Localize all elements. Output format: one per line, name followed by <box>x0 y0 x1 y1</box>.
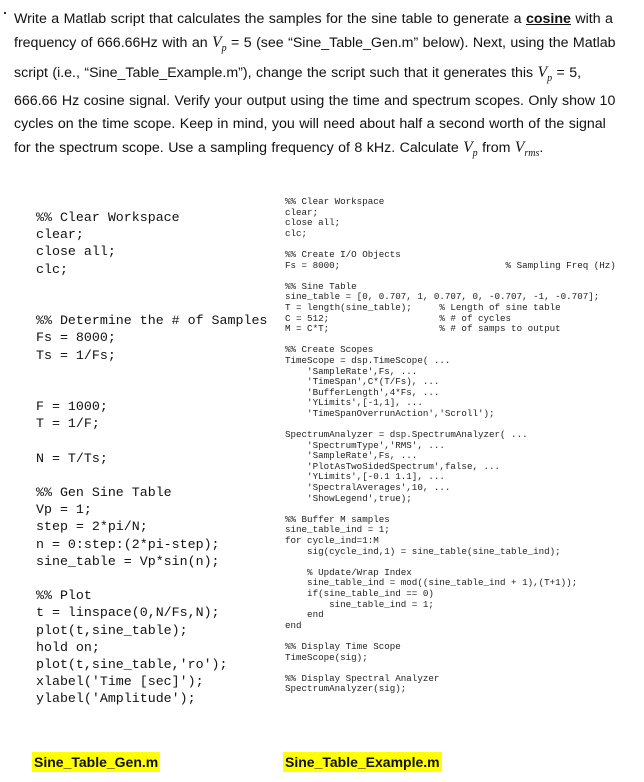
example-code-line: sine_table_ind = 1; <box>285 598 434 610</box>
example-code-line: if(sine_table_ind == 0) <box>285 587 434 599</box>
example-code-line: end <box>285 609 324 621</box>
example-code-line: clear; <box>285 206 319 218</box>
example-code-line: sine_table_ind = mod((sine_table_ind + 1),(T+1)); <box>285 577 578 589</box>
gen-code-line: xlabel('Time [sec]'); <box>36 674 204 690</box>
gen-code-blank-line <box>36 432 276 449</box>
example-code-line: 'SampleRate',Fs, ... <box>285 450 418 462</box>
gen-code-line: step = 2*pi/N; <box>36 519 148 535</box>
gen-code-blank-line <box>36 467 276 484</box>
example-code-line: close all; <box>285 217 341 229</box>
example-code-line: Fs = 8000; % Sampling Freq (Hz) <box>285 259 616 271</box>
example-code-line: 'YLimits',[-0.1 1.1], ... <box>285 471 445 483</box>
vp-symbol-3: $V_p$ <box>463 139 478 160</box>
problem-text-5: from <box>477 140 515 157</box>
cosine-word: cosine <box>525 11 571 27</box>
example-code-line: %% Sine Table <box>285 280 357 292</box>
gen-code-line: F = 1000; <box>36 399 108 415</box>
example-code-line: SpectrumAnalyzer = dsp.SpectrumAnalyzer( ... <box>285 429 528 441</box>
gen-code-line: N = T/Ts; <box>36 450 108 466</box>
gen-code-blank-line <box>36 364 276 381</box>
example-code-line: 'SpectralAverages',10, ... <box>285 482 451 494</box>
example-code-line: sine_table_ind = 1; <box>285 524 390 536</box>
gen-code-blank-line <box>36 570 276 587</box>
example-code-line: 'SpectrumType','RMS', ... <box>285 439 445 451</box>
problem-text-4: = 5, 666.66 Hz cosine signal. Verify your output using the time and spectrum scopes. Only show 10 cycles on the time scope. Keep in mind, you will need about half a second worth of the signal for the spectrum scope. Use a sampling frequency of 8 kHz. Calculate <box>14 64 616 157</box>
vp-symbol-2: $V_p$ <box>537 63 553 84</box>
gen-code-line: n = 0:step:(2*pi-step); <box>36 536 220 552</box>
example-code-line: % Update/Wrap Index <box>285 566 412 578</box>
problem-text-6: . <box>539 140 544 157</box>
gen-code-line: Ts = 1/Fs; <box>36 347 116 363</box>
example-code-line: SpectrumAnalyzer(sig); <box>285 683 407 695</box>
example-code-line: clc; <box>285 227 308 239</box>
example-code-line: %% Clear Workspace <box>285 196 385 207</box>
example-code-line: T = length(sine_table); % Length of sine table <box>285 301 561 313</box>
problem-text-3: = 5 (see “Sine_Table_Gen.m” below). Next, using the Matlab script (i.e., “Sine_Table_Example.m”), change the script such that it generates this <box>14 35 616 81</box>
gen-code-line: sine_table = Vp*sin(n); <box>36 553 220 569</box>
example-code-line: 'SampleRate',Fs, ... <box>285 365 418 377</box>
example-code-line: %% Create I/O Objects <box>285 248 401 260</box>
gen-code-blank-line <box>36 381 276 398</box>
example-code-line: %% Buffer M samples <box>285 513 390 525</box>
example-code-line: TimeScope(sig); <box>285 651 368 663</box>
example-code-line: 'TimeSpan',C*(T/Fs), ... <box>285 376 440 388</box>
example-code-line: 'TimeSpanOverrunAction','Scroll'); <box>285 407 495 419</box>
gen-code-line: Fs = 8000; <box>36 330 116 346</box>
example-code-line: %% Display Spectral Analyzer <box>285 672 440 684</box>
example-code-line: M = C*T; % # of samps to output <box>285 323 561 335</box>
example-code-line: for cycle_ind=1:M <box>285 535 379 546</box>
gen-code-line: ylabel('Amplitude'); <box>36 691 196 707</box>
problem-text-2: with a frequency of 666.66Hz with an <box>14 11 613 52</box>
list-bullet <box>4 12 6 14</box>
sine-table-example-code <box>285 197 625 695</box>
problem-text-1: Write a Matlab script that calculates the samples for the sine table to generate a <box>14 11 526 27</box>
example-code-line: TimeScope = dsp.TimeScope( ... <box>285 354 451 366</box>
gen-code-line: Vp = 1; <box>36 502 92 518</box>
gen-code-line: clc; <box>36 261 68 277</box>
vp-symbol-1: $V_p$ <box>212 34 227 55</box>
gen-code-line: plot(t,sine_table); <box>36 622 188 638</box>
gen-code-blank-line <box>36 278 276 295</box>
caption-sine-table-gen: Sine_Table_Gen.m <box>34 754 159 770</box>
example-code-line: 'YLimits',[-1,1], ... <box>285 397 423 409</box>
gen-code-line: clear; <box>36 227 84 243</box>
gen-code-line: %% Gen Sine Table <box>36 485 172 500</box>
caption-sine-table-example: Sine_Table_Example.m <box>285 754 440 770</box>
sine-table-gen-code <box>36 209 276 707</box>
gen-code-line: %% Determine the # of Samples <box>36 313 268 329</box>
example-code-line: 'ShowLegend',true); <box>285 492 412 504</box>
example-code-line: C = 512; % # of cycles <box>285 312 512 324</box>
gen-code-line: T = 1/F; <box>36 416 100 432</box>
example-code-line: %% Create Scopes <box>285 344 374 356</box>
vrms-symbol: $V_{rms}$ <box>514 139 540 160</box>
gen-code-line: plot(t,sine_table,'ro'); <box>36 656 228 672</box>
problem-statement <box>14 8 618 166</box>
gen-code-blank-line <box>36 295 276 312</box>
gen-code-line: %% Clear Workspace <box>36 210 180 225</box>
example-code-line: sine_table = [0, 0.707, 1, 0.707, 0, -0.707, -1, -0.707]; <box>285 291 600 303</box>
gen-code-line: t = linspace(0,N/Fs,N); <box>36 605 220 621</box>
example-code-line: 'PlotAsTwoSidedSpectrum',false, ... <box>285 460 501 472</box>
gen-code-line: hold on; <box>36 639 100 655</box>
gen-code-line: %% Plot <box>36 588 92 604</box>
gen-code-line: close all; <box>36 244 116 260</box>
example-code-line: 'BufferLength',4*Fs, ... <box>285 386 440 398</box>
example-code-line: %% Display Time Scope <box>285 640 401 652</box>
example-code-line: sig(cycle_ind,1) = sine_table(sine_table_ind); <box>285 545 561 557</box>
example-code-line: end <box>285 619 302 631</box>
